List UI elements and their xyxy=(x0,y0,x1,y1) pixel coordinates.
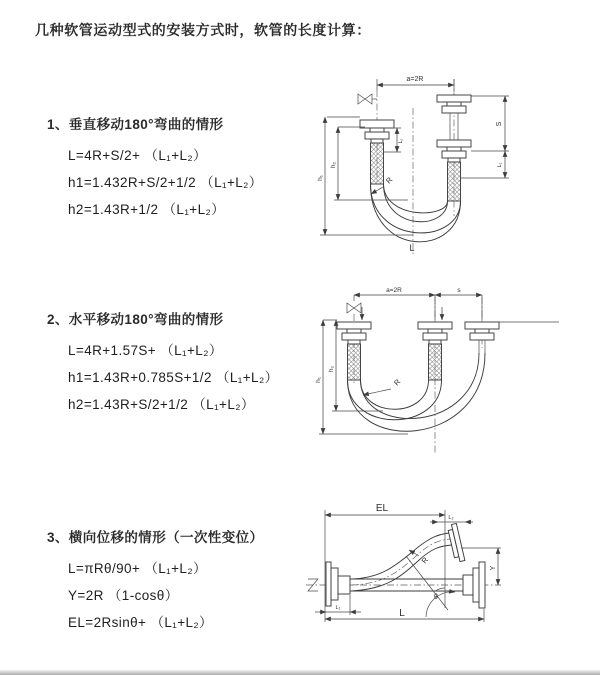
formula-line: L=4R+S/2+ （L₁+L₂） xyxy=(68,148,207,163)
length-l-label: L xyxy=(409,243,415,253)
dim-label-h1: h₁ xyxy=(317,175,324,181)
formula-line: h2=1.43R+1/2 （L₁+L₂） xyxy=(68,202,226,217)
right-flange-ghost xyxy=(463,562,485,608)
u-bend-hose xyxy=(371,184,461,242)
flange-plate xyxy=(442,151,466,158)
moved-position-assembly xyxy=(465,322,559,353)
dim-label-l2: L₂ xyxy=(398,138,404,144)
braid-sleeve xyxy=(448,162,461,201)
formula-line: Y=2R （1-cosθ） xyxy=(68,588,179,603)
flange-plate xyxy=(437,140,471,147)
valve-icon xyxy=(358,94,377,104)
dim-label-l1: L₁ xyxy=(497,162,503,168)
flange-neck xyxy=(447,147,461,151)
formula-block xyxy=(68,337,279,418)
dim-label-l: L xyxy=(399,608,405,619)
angle-theta-label: θ xyxy=(434,594,438,601)
dim-l2 xyxy=(430,515,473,522)
flange-plate xyxy=(437,95,471,102)
dim-label-s: s xyxy=(457,287,461,294)
scan-edge xyxy=(0,670,600,675)
flange-neck xyxy=(447,102,461,106)
page-title: 几种软管运动型式的安装方式时，软管的长度计算： xyxy=(35,22,371,38)
dim-label-el: EL xyxy=(375,503,389,514)
dim-label-h1: h₁ xyxy=(315,377,322,383)
section-vertical-180 xyxy=(47,113,263,223)
section-heading: 2、水平移动180°弯曲的情形 xyxy=(47,312,224,327)
flange-neck xyxy=(370,128,384,132)
u-bend-hose xyxy=(348,353,486,431)
dim-label-h2: h₂ xyxy=(330,161,337,169)
flange-neck xyxy=(371,139,383,143)
formula-block xyxy=(68,142,263,223)
flange-plate xyxy=(360,120,394,128)
section-heading: 1、垂直移动180°弯曲的情形 xyxy=(47,117,224,132)
section-lateral-displacement xyxy=(47,526,263,636)
fixed-end-assembly xyxy=(337,322,371,380)
moving-end-assembly xyxy=(437,95,471,201)
diagram-lateral-displacement xyxy=(298,498,600,675)
start-position-assembly xyxy=(418,322,452,380)
section-horizontal-180 xyxy=(47,308,279,418)
diagram-horizontal-180 xyxy=(313,283,600,463)
braid-sleeve xyxy=(371,143,384,184)
end-length-marks xyxy=(362,307,442,320)
section-heading: 3、横向位移的情形（一次性变位） xyxy=(47,530,264,545)
radius-r-label: R xyxy=(419,555,431,566)
formula-line: h1=1.43R+0.785S+1/2 （L₁+L₂） xyxy=(68,370,279,385)
braid-sleeve xyxy=(429,344,442,380)
dim-a2r xyxy=(377,76,454,92)
flange-neck xyxy=(448,158,460,162)
radius-r-label: R xyxy=(392,377,403,388)
dim-label-s: S xyxy=(496,121,503,127)
dim-label-l1: L₁ xyxy=(335,605,341,611)
diagram-vertical-180 xyxy=(313,66,600,264)
radius-label xyxy=(409,550,430,565)
braid-sleeve xyxy=(348,344,361,380)
formula-line: EL=2Rsinθ+ （L₁+L₂） xyxy=(68,615,213,630)
dim-l xyxy=(325,608,484,622)
dim-s xyxy=(471,96,509,151)
dim-a2r xyxy=(354,287,482,320)
angle-theta xyxy=(406,556,455,617)
radius-r-label: R xyxy=(384,175,395,186)
dim-label-h2: h₂ xyxy=(328,365,335,373)
formula-line: L=πRθ/90+ （L₁+L₂） xyxy=(68,561,207,576)
valve-icon xyxy=(347,303,361,313)
moved-flange xyxy=(447,523,465,562)
dim-label-a2r: a=2R xyxy=(386,287,402,294)
formula-line: h2=1.43R+S/2+1/2 （L₁+L₂） xyxy=(68,397,255,412)
radius-label xyxy=(363,377,403,395)
flange-plate xyxy=(365,132,389,139)
formula-line: h1=1.432R+S/2+1/2 （L₁+L₂） xyxy=(68,175,263,190)
dim-s xyxy=(435,287,482,295)
formula-line: L=4R+1.57S+ （L₁+L₂） xyxy=(68,343,223,358)
centerlines xyxy=(354,297,482,453)
dim-label-a2r: a=2R xyxy=(406,76,424,83)
left-flange xyxy=(326,562,350,606)
dim-label-y: Y xyxy=(490,565,497,571)
formula-block xyxy=(68,555,263,636)
flange-plate xyxy=(442,106,466,113)
hose-s-curve xyxy=(352,533,452,591)
dim-label-l2: L₂ xyxy=(448,515,454,521)
dim-l1 xyxy=(461,151,509,178)
